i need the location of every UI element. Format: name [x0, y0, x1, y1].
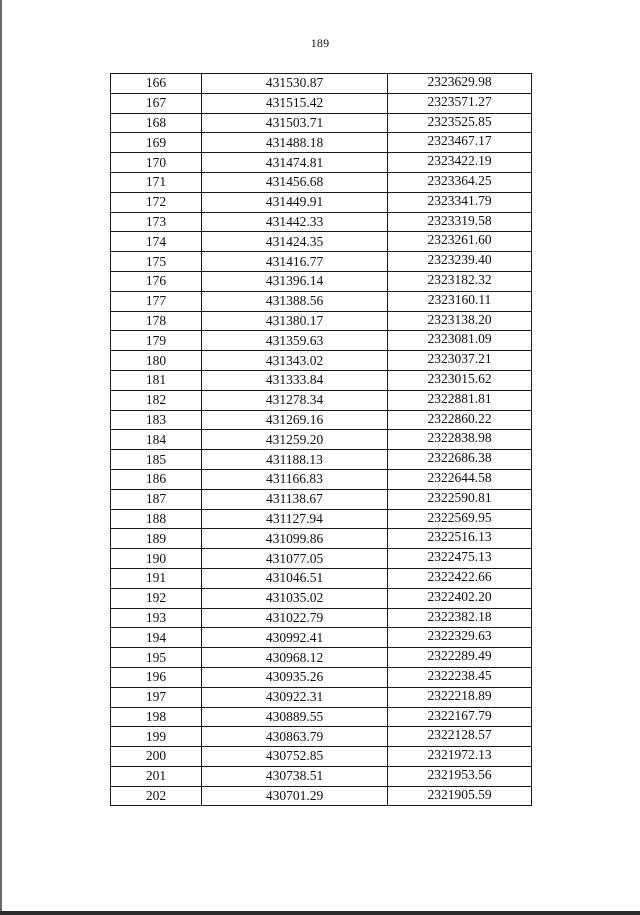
- point-number-cell: 181: [111, 370, 202, 390]
- point-number-cell: 172: [111, 192, 202, 212]
- table-row: [111, 549, 532, 569]
- table-row: [111, 291, 532, 311]
- x-coordinate-cell: 430863.79: [202, 727, 388, 747]
- point-number-cell: 178: [111, 311, 202, 331]
- x-coordinate-cell: 431380.17: [202, 311, 388, 331]
- x-coordinate-cell: 431474.81: [202, 153, 388, 173]
- table-row: [111, 450, 532, 470]
- y-coordinate-cell: 2323341.79: [388, 192, 532, 212]
- y-coordinate-cell: 2321953.56: [388, 766, 532, 786]
- point-number-cell: 179: [111, 331, 202, 351]
- y-coordinate-cell: 2323261.60: [388, 232, 532, 252]
- point-number-cell: 173: [111, 212, 202, 232]
- coordinate-table: [110, 73, 532, 806]
- table-row: [111, 786, 532, 806]
- x-coordinate-cell: 431269.16: [202, 410, 388, 430]
- table-row: [111, 172, 532, 192]
- point-number-cell: 174: [111, 232, 202, 252]
- page-edge-bottom: [0, 911, 640, 915]
- table-row: [111, 648, 532, 668]
- x-coordinate-cell: 431359.63: [202, 331, 388, 351]
- point-number-cell: 194: [111, 628, 202, 648]
- table-row: [111, 252, 532, 272]
- y-coordinate-cell: 2323364.25: [388, 172, 532, 192]
- point-number-cell: 176: [111, 271, 202, 291]
- table-row: [111, 133, 532, 153]
- table-row: [111, 153, 532, 173]
- x-coordinate-cell: 431530.87: [202, 74, 388, 94]
- y-coordinate-cell: 2322860.22: [388, 410, 532, 430]
- point-number-cell: 201: [111, 766, 202, 786]
- y-coordinate-cell: 2322516.13: [388, 529, 532, 549]
- x-coordinate-cell: 430992.41: [202, 628, 388, 648]
- y-coordinate-cell: 2323182.32: [388, 271, 532, 291]
- y-coordinate-cell: 2323319.58: [388, 212, 532, 232]
- x-coordinate-cell: 431138.67: [202, 489, 388, 509]
- point-number-cell: 195: [111, 648, 202, 668]
- table-row: [111, 489, 532, 509]
- point-number-cell: 175: [111, 252, 202, 272]
- x-coordinate-cell: 431035.02: [202, 588, 388, 608]
- y-coordinate-cell: 2322686.38: [388, 450, 532, 470]
- point-number-cell: 199: [111, 727, 202, 747]
- y-coordinate-cell: 2323525.85: [388, 113, 532, 133]
- point-number-cell: 191: [111, 568, 202, 588]
- point-number-cell: 166: [111, 74, 202, 94]
- table-row: [111, 351, 532, 371]
- table-row: [111, 608, 532, 628]
- y-coordinate-cell: 2323467.17: [388, 133, 532, 153]
- x-coordinate-cell: 431188.13: [202, 450, 388, 470]
- x-coordinate-cell: 431416.77: [202, 252, 388, 272]
- y-coordinate-cell: 2322128.57: [388, 727, 532, 747]
- point-number-cell: 188: [111, 509, 202, 529]
- y-coordinate-cell: 2323629.98: [388, 74, 532, 94]
- x-coordinate-cell: 431099.86: [202, 529, 388, 549]
- table-row: [111, 232, 532, 252]
- y-coordinate-cell: 2322167.79: [388, 707, 532, 727]
- x-coordinate-cell: 431333.84: [202, 370, 388, 390]
- x-coordinate-cell: 430752.85: [202, 747, 388, 767]
- x-coordinate-cell: 431456.68: [202, 172, 388, 192]
- y-coordinate-cell: 2323422.19: [388, 153, 532, 173]
- point-number-cell: 186: [111, 469, 202, 489]
- x-coordinate-cell: 431259.20: [202, 430, 388, 450]
- x-coordinate-cell: 431278.34: [202, 390, 388, 410]
- point-number-cell: 177: [111, 291, 202, 311]
- table-row: [111, 707, 532, 727]
- point-number-cell: 185: [111, 450, 202, 470]
- table-row: [111, 311, 532, 331]
- point-number-cell: 202: [111, 786, 202, 806]
- table-row: [111, 93, 532, 113]
- coordinate-table-body: [111, 74, 532, 806]
- point-number-cell: 182: [111, 390, 202, 410]
- y-coordinate-cell: 2322329.63: [388, 628, 532, 648]
- x-coordinate-cell: 431127.94: [202, 509, 388, 529]
- table-row: [111, 370, 532, 390]
- y-coordinate-cell: 2323138.20: [388, 311, 532, 331]
- y-coordinate-cell: 2323160.11: [388, 291, 532, 311]
- y-coordinate-cell: 2322382.18: [388, 608, 532, 628]
- point-number-cell: 169: [111, 133, 202, 153]
- x-coordinate-cell: 431166.83: [202, 469, 388, 489]
- point-number-cell: 187: [111, 489, 202, 509]
- table-row: [111, 529, 532, 549]
- x-coordinate-cell: 430701.29: [202, 786, 388, 806]
- table-row: [111, 271, 532, 291]
- y-coordinate-cell: 2323081.09: [388, 331, 532, 351]
- table-row: [111, 410, 532, 430]
- point-number-cell: 184: [111, 430, 202, 450]
- x-coordinate-cell: 431396.14: [202, 271, 388, 291]
- table-row: [111, 113, 532, 133]
- page-edge-left: [0, 0, 2, 915]
- x-coordinate-cell: 430935.26: [202, 667, 388, 687]
- table-row: [111, 727, 532, 747]
- point-number-cell: 193: [111, 608, 202, 628]
- y-coordinate-cell: 2322289.49: [388, 648, 532, 668]
- point-number-cell: 170: [111, 153, 202, 173]
- table-row: [111, 331, 532, 351]
- y-coordinate-cell: 2322569.95: [388, 509, 532, 529]
- x-coordinate-cell: 431488.18: [202, 133, 388, 153]
- point-number-cell: 167: [111, 93, 202, 113]
- x-coordinate-cell: 431388.56: [202, 291, 388, 311]
- x-coordinate-cell: 431424.35: [202, 232, 388, 252]
- x-coordinate-cell: 430968.12: [202, 648, 388, 668]
- table-row: [111, 469, 532, 489]
- x-coordinate-cell: 430889.55: [202, 707, 388, 727]
- point-number-cell: 189: [111, 529, 202, 549]
- table-row: [111, 568, 532, 588]
- point-number-cell: 197: [111, 687, 202, 707]
- point-number-cell: 171: [111, 172, 202, 192]
- point-number-cell: 198: [111, 707, 202, 727]
- y-coordinate-cell: 2322422.66: [388, 568, 532, 588]
- x-coordinate-cell: 430738.51: [202, 766, 388, 786]
- x-coordinate-cell: 431077.05: [202, 549, 388, 569]
- table-row: [111, 747, 532, 767]
- x-coordinate-cell: 431046.51: [202, 568, 388, 588]
- y-coordinate-cell: 2322590.81: [388, 489, 532, 509]
- table-row: [111, 766, 532, 786]
- x-coordinate-cell: 431442.33: [202, 212, 388, 232]
- y-coordinate-cell: 2322218.89: [388, 687, 532, 707]
- y-coordinate-cell: 2322238.45: [388, 667, 532, 687]
- x-coordinate-cell: 431449.91: [202, 192, 388, 212]
- x-coordinate-cell: 431343.02: [202, 351, 388, 371]
- table-row: [111, 628, 532, 648]
- table-row: [111, 509, 532, 529]
- y-coordinate-cell: 2323015.62: [388, 370, 532, 390]
- page-number: 189: [310, 36, 330, 50]
- point-number-cell: 196: [111, 667, 202, 687]
- y-coordinate-cell: 2323571.27: [388, 93, 532, 113]
- point-number-cell: 168: [111, 113, 202, 133]
- y-coordinate-cell: 2322644.58: [388, 469, 532, 489]
- x-coordinate-cell: 431503.71: [202, 113, 388, 133]
- point-number-cell: 200: [111, 747, 202, 767]
- table-row: [111, 192, 532, 212]
- y-coordinate-cell: 2322475.13: [388, 549, 532, 569]
- y-coordinate-cell: 2321972.13: [388, 747, 532, 767]
- point-number-cell: 180: [111, 351, 202, 371]
- table-row: [111, 588, 532, 608]
- table-row: [111, 430, 532, 450]
- y-coordinate-cell: 2322881.81: [388, 390, 532, 410]
- y-coordinate-cell: 2323037.21: [388, 351, 532, 371]
- x-coordinate-cell: 431515.42: [202, 93, 388, 113]
- y-coordinate-cell: 2322402.20: [388, 588, 532, 608]
- table-row: [111, 687, 532, 707]
- point-number-cell: 183: [111, 410, 202, 430]
- y-coordinate-cell: 2322838.98: [388, 430, 532, 450]
- table-row: [111, 390, 532, 410]
- y-coordinate-cell: 2321905.59: [388, 786, 532, 806]
- point-number-cell: 192: [111, 588, 202, 608]
- point-number-cell: 190: [111, 549, 202, 569]
- table-row: [111, 667, 532, 687]
- x-coordinate-cell: 430922.31: [202, 687, 388, 707]
- y-coordinate-cell: 2323239.40: [388, 252, 532, 272]
- table-row: [111, 212, 532, 232]
- table-row: [111, 74, 532, 94]
- x-coordinate-cell: 431022.79: [202, 608, 388, 628]
